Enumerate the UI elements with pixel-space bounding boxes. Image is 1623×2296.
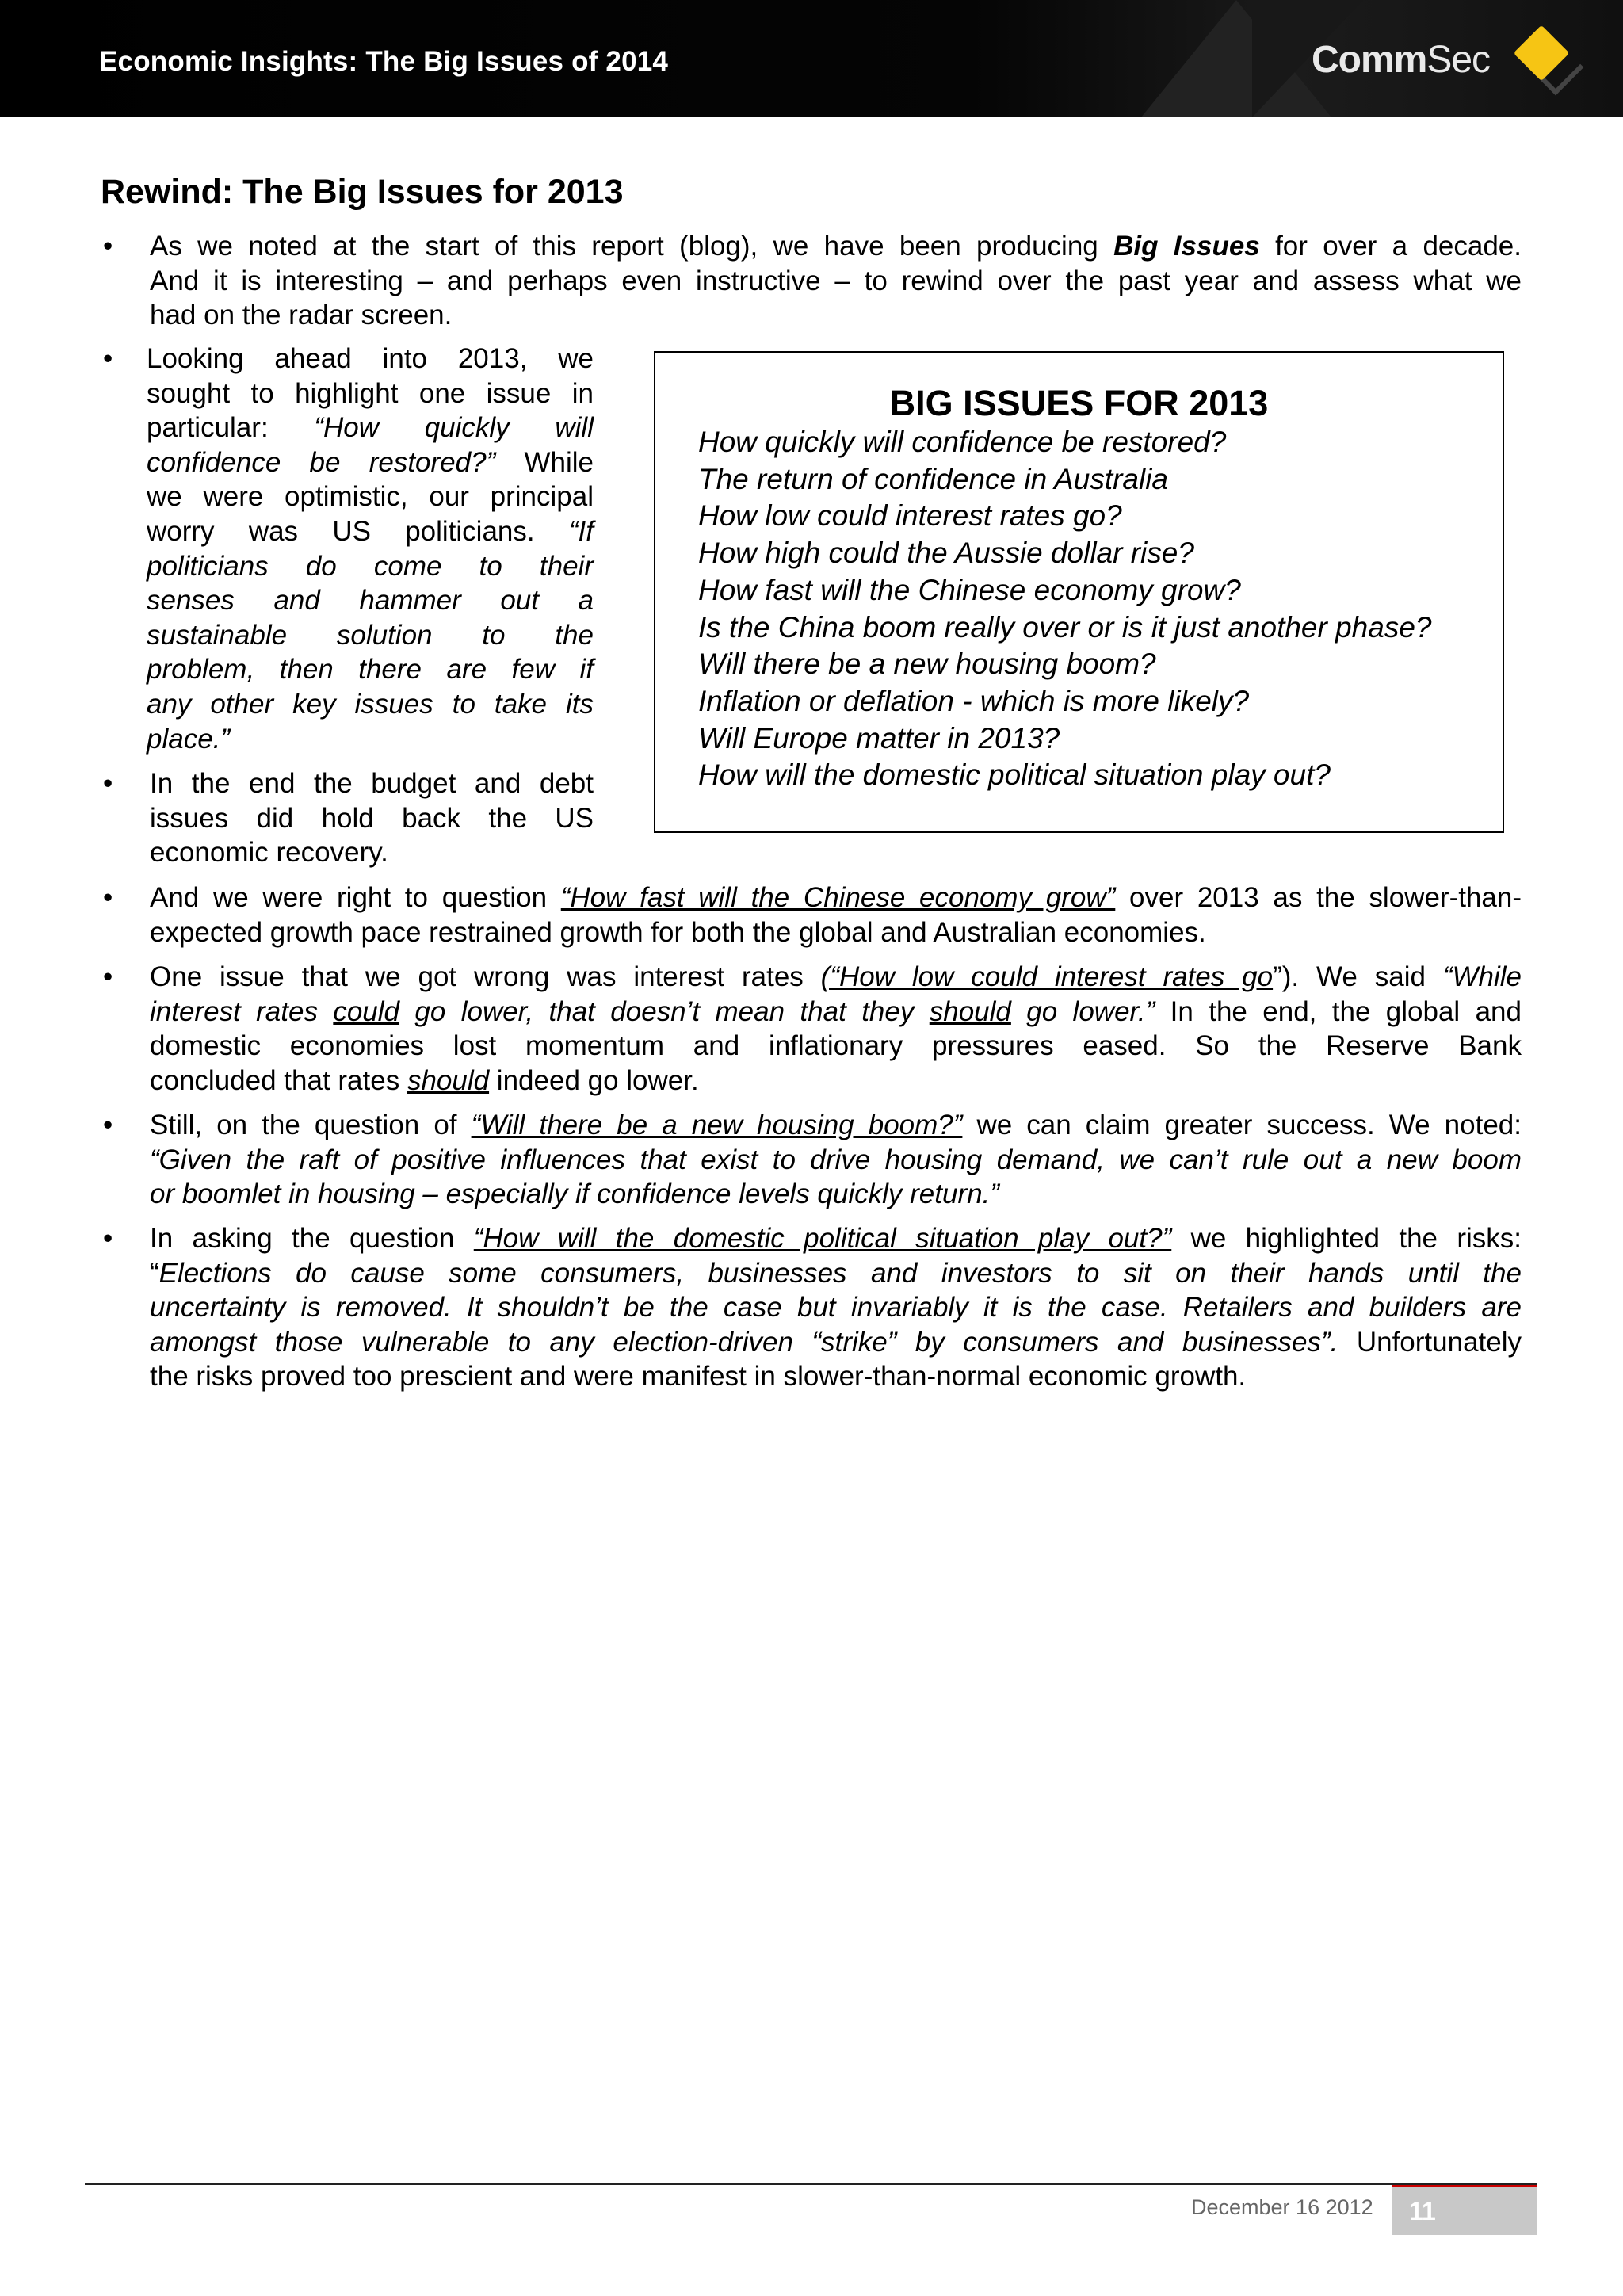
text-line: the risks proved too prescient and were manifest in slower-than-normal economic growth. — [150, 1361, 1247, 1392]
text-line: any other key issues to take its — [147, 688, 594, 720]
list-item: How fast will the Chinese economy grow? — [698, 573, 1241, 606]
footer-divider — [85, 2183, 1537, 2185]
commsec-logo — [1312, 24, 1581, 95]
list-item: How high could the Aussie dollar rise? — [698, 537, 1194, 570]
text-line: Looking ahead into 2013, we — [147, 343, 594, 374]
text-line: expected growth pace restrained growth for both the global and Australian economies. — [150, 916, 1206, 948]
text-line: issues did hold back the US — [150, 802, 594, 834]
text-line: senses and hammer out a — [147, 585, 594, 617]
text-line: In asking the question “How will the domestic political situation play out?” we highlighted the risks: — [150, 1223, 1522, 1254]
text-line: worry was US politicians. “If — [147, 515, 594, 547]
bullet-icon: • — [103, 768, 113, 799]
text-line: “Given the raft of positive influences that exist to drive housing demand, we can’t rule out a new boom — [150, 1144, 1522, 1175]
list-item: Will Europe matter in 2013? — [698, 721, 1060, 755]
bullet-icon: • — [103, 1110, 113, 1140]
text-line: “Elections do cause some consumers, businesses and investors to sit on their hands until the — [150, 1257, 1522, 1289]
list-item: Will there be a new housing boom? — [698, 648, 1156, 681]
text-line: or boomlet in housing – especially if confidence levels quickly return.” — [150, 1179, 999, 1210]
text-line: As we noted at the start of this report (blog), we have been producing Big Issues for over a decade. — [150, 231, 1522, 262]
bullet-item — [103, 1221, 1522, 1394]
text-line: Still, on the question of “Will there be a new housing boom?” we can claim greater success. We noted: — [150, 1110, 1522, 1140]
list-item: How low could interest rates go? — [698, 499, 1122, 533]
text-line: uncertainty is removed. It shouldn’t be the case but invariably it is the case. Retailers and builders are — [150, 1292, 1522, 1324]
text-line: In the end the budget and debt — [150, 768, 594, 799]
text-line: had on the radar screen. — [150, 300, 453, 331]
box-title: BIG ISSUES FOR 2013 — [889, 383, 1269, 423]
text-line: domestic economies lost momentum and inflationary pressures eased. So the Reserve Bank — [150, 1030, 1522, 1062]
page-number: 11 — [1409, 2197, 1436, 2225]
text-line: And it is interesting – and perhaps even instructive – to rewind over the past year and assess what we — [150, 265, 1522, 296]
bullet-item — [103, 1108, 1522, 1212]
text-line: problem, then there are few if — [147, 654, 594, 686]
text-line: economic recovery. — [150, 837, 388, 869]
text-line: sought to highlight one issue in — [147, 377, 594, 409]
text-line: One issue that we got wrong was interest rates (“How low could interest rates go”). We said “While — [150, 961, 1522, 992]
text-line: particular: “How quickly will — [147, 412, 594, 444]
bullet-item — [103, 229, 1522, 333]
bullet-item — [103, 960, 1522, 1098]
section-title: Rewind: The Big Issues for 2013 — [101, 173, 624, 211]
bullet-icon: • — [103, 231, 113, 262]
list-item: How quickly will confidence be restored? — [698, 426, 1227, 458]
bullet-icon: • — [103, 343, 113, 374]
footer-date: December 16 2012 — [1191, 2195, 1373, 2219]
list-item: The return of confidence in Australia — [698, 462, 1169, 495]
text-line: And we were right to question “How fast will the Chinese economy grow” over 2013 as the slower-than- — [150, 882, 1522, 913]
text-line: concluded that rates should indeed go lower. — [150, 1064, 699, 1096]
text-line: confidence be restored?” While — [147, 446, 594, 478]
text-line: interest rates could go lower, that doesn’t mean that they should go lower.” In the end, the global and — [150, 995, 1522, 1027]
header-title: Economic Insights: The Big Issues of 2014 — [99, 46, 669, 77]
text-line: sustainable solution to the — [147, 619, 594, 651]
logo-text: CommSec — [1312, 39, 1491, 81]
page-header — [0, 0, 1623, 117]
page-number-badge — [1392, 2185, 1537, 2235]
text-line: politicians do come to their — [147, 550, 594, 582]
big-issues-box — [654, 351, 1504, 833]
bullet-icon: • — [103, 961, 113, 992]
bullet-icon: • — [103, 1223, 113, 1254]
list-item: Is the China boom really over or is it just another phase? — [698, 610, 1432, 644]
bullet-item — [103, 342, 594, 756]
list-item: How will the domestic political situation play out? — [698, 758, 1331, 792]
list-item: Inflation or deflation - which is more likely? — [698, 684, 1250, 717]
text-line: we were optimistic, our principal — [147, 481, 594, 513]
text-line: amongst those vulnerable to any election-driven “strike” by consumers and businesses”. Unfortunately — [150, 1326, 1522, 1358]
big-issues-list — [698, 424, 1432, 794]
text-line: place.” — [147, 723, 231, 755]
bullet-item — [103, 766, 594, 870]
bullet-icon: • — [103, 882, 113, 913]
bullet-item — [103, 881, 1522, 949]
